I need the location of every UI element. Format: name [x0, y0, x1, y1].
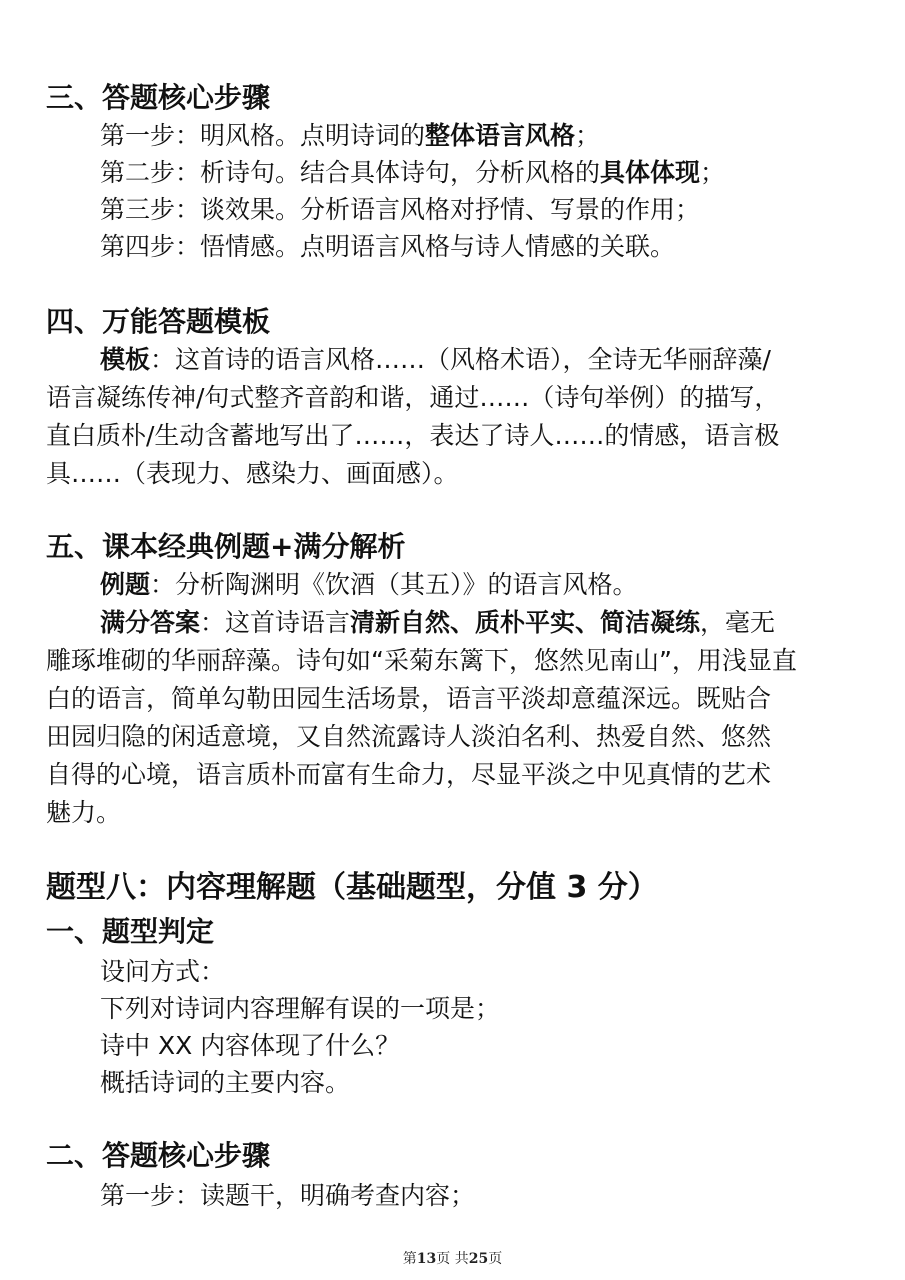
- answer-line: 田园归隐的闲适意境，又自然流露诗人淡泊名利、热爱自然、悠然: [46, 722, 772, 751]
- question-form-line: 设问方式：: [100, 957, 226, 986]
- footer-prefix: 第: [402, 1251, 417, 1267]
- answer-line: 雕琢堆砌的华丽辞藻。诗句如“采菊东篱下，悠然见南山”，用浅显直: [46, 646, 797, 675]
- answer-line: 满分答案：这首诗语言清新自然、质朴平实、简洁凝练，毫无: [100, 608, 776, 637]
- section-heading-identify: 一、题型判定: [46, 915, 215, 948]
- question-form-line: 概括诗词的主要内容。: [100, 1068, 351, 1097]
- footer-middle: 页 共: [436, 1251, 469, 1267]
- step-line: 第四步：悟情感。点明语言风格与诗人情感的关联。: [100, 232, 676, 261]
- step-line: 第三步：谈效果。分析语言风格对抒情、写景的作用；: [100, 195, 701, 224]
- page-number: 13: [416, 1251, 437, 1267]
- section-heading-template: 四、万能答题模板: [46, 305, 271, 338]
- section-heading-steps: 三、答题核心步骤: [46, 81, 271, 114]
- section-heading-example: 五、课本经典例题+满分解析: [46, 530, 406, 563]
- total-pages: 25: [468, 1251, 489, 1267]
- template-line: 语言凝练传神/句式整齐音韵和谐，通过……（诗句举例）的描写，: [46, 383, 780, 412]
- step-line: 第一步：读题干，明确考查内容；: [100, 1181, 476, 1210]
- page-footer: [0, 1248, 905, 1268]
- question-type-title: 题型八：内容理解题（基础题型，分值 3 分）: [46, 870, 658, 905]
- template-line: 模板：这首诗的语言风格……（风格术语），全诗无华丽辞藻/: [100, 345, 771, 374]
- footer-suffix: 页: [488, 1251, 503, 1267]
- step-line: 第二步：析诗句。结合具体诗句，分析风格的具体体现；: [100, 158, 726, 187]
- example-line: 例题：分析陶渊明《饮酒（其五）》的语言风格。: [100, 570, 638, 599]
- template-line: 具……（表现力、感染力、画面感）。: [46, 459, 459, 488]
- answer-line: 白的语言，简单勾勒田园生活场景，语言平淡却意蕴深远。既贴合: [46, 684, 772, 713]
- section-heading-core-steps: 二、答题核心步骤: [46, 1139, 271, 1172]
- answer-line: 自得的心境，语言质朴而富有生命力，尽显平淡之中见真情的艺术: [46, 760, 772, 789]
- question-form-line: 下列对诗词内容理解有误的一项是；: [100, 994, 501, 1023]
- template-line: 直白质朴/生动含蓄地写出了……，表达了诗人……的情感，语言极: [46, 421, 780, 450]
- step-line: 第一步：明风格。点明诗词的整体语言风格；: [100, 121, 601, 150]
- answer-line: 魅力。: [46, 798, 122, 827]
- question-form-line: 诗中 XX 内容体现了什么？: [100, 1031, 401, 1060]
